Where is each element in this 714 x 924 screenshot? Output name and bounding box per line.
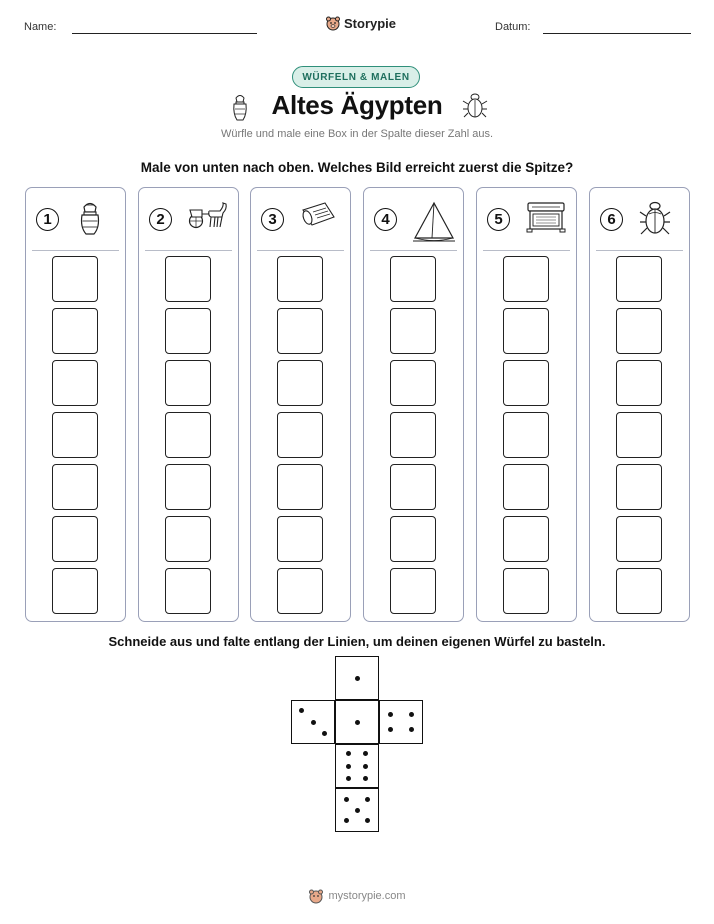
column-number: 6 <box>600 208 623 231</box>
color-box[interactable] <box>277 464 323 510</box>
color-box[interactable] <box>165 568 211 614</box>
die-face-6 <box>335 744 379 788</box>
date-line[interactable] <box>543 33 691 34</box>
color-box[interactable] <box>390 464 436 510</box>
die-face-1 <box>335 700 379 744</box>
column-number: 3 <box>261 208 284 231</box>
die-pip <box>363 764 368 769</box>
coloring-instruction: Male von unten nach oben. Welches Bild erreicht zuerst die Spitze? <box>140 160 574 175</box>
column-header <box>477 188 576 248</box>
color-box[interactable] <box>52 308 98 354</box>
column-divider <box>257 250 344 251</box>
color-box[interactable] <box>616 516 662 562</box>
color-box[interactable] <box>616 464 662 510</box>
color-box[interactable] <box>277 568 323 614</box>
cut-instruction: Schneide aus und falte entlang der Linien, um deinen eigenen Würfel zu basteln. <box>108 634 606 649</box>
column-header <box>26 188 125 248</box>
treasure-chest-icon <box>525 200 567 239</box>
footer <box>0 888 714 904</box>
color-box[interactable] <box>277 308 323 354</box>
color-box[interactable] <box>52 464 98 510</box>
die-pip <box>346 776 351 781</box>
column-3 <box>250 187 351 622</box>
column-divider <box>483 250 570 251</box>
column-6 <box>589 187 690 622</box>
die-pip <box>322 731 327 736</box>
scarab-title-icon <box>462 92 488 125</box>
column-header <box>139 188 238 248</box>
color-box[interactable] <box>390 412 436 458</box>
pyramid-icon <box>412 200 456 249</box>
column-divider <box>32 250 119 251</box>
color-box[interactable] <box>503 464 549 510</box>
die-pip <box>388 712 393 717</box>
chariot-icon <box>187 200 229 235</box>
die-pip <box>344 797 349 802</box>
color-box[interactable] <box>165 464 211 510</box>
die-pip <box>311 720 316 725</box>
color-box[interactable] <box>503 256 549 302</box>
die-pip <box>409 727 414 732</box>
storypie-footer-mascot-icon <box>308 888 324 904</box>
color-box[interactable] <box>165 308 211 354</box>
die-face-5 <box>335 788 379 832</box>
footer-url[interactable]: mystorypie.com <box>328 890 406 902</box>
color-box[interactable] <box>390 516 436 562</box>
color-box[interactable] <box>165 360 211 406</box>
die-pip <box>365 797 370 802</box>
color-box[interactable] <box>390 308 436 354</box>
color-box[interactable] <box>616 256 662 302</box>
die-pip <box>355 720 360 725</box>
die-pip <box>355 808 360 813</box>
die-pip <box>346 751 351 756</box>
column-divider <box>145 250 232 251</box>
name-label: Name: <box>24 21 57 33</box>
column-2 <box>138 187 239 622</box>
color-box[interactable] <box>277 360 323 406</box>
column-1 <box>25 187 126 622</box>
date-label: Datum: <box>495 21 531 33</box>
column-divider <box>596 250 683 251</box>
column-divider <box>370 250 457 251</box>
die-pip <box>363 751 368 756</box>
color-box[interactable] <box>503 360 549 406</box>
die-pip <box>388 727 393 732</box>
column-number: 4 <box>374 208 397 231</box>
color-box[interactable] <box>503 412 549 458</box>
storypie-mascot-icon <box>325 15 341 31</box>
color-box[interactable] <box>616 412 662 458</box>
color-box[interactable] <box>390 360 436 406</box>
color-box[interactable] <box>52 412 98 458</box>
color-box[interactable] <box>503 568 549 614</box>
page-title: Altes Ägypten <box>271 90 443 120</box>
column-header <box>364 188 463 248</box>
color-box[interactable] <box>616 360 662 406</box>
die-pip <box>409 712 414 717</box>
color-box[interactable] <box>616 308 662 354</box>
color-box[interactable] <box>165 256 211 302</box>
die-face-4 <box>379 700 423 744</box>
brand-logo <box>325 15 396 31</box>
color-box[interactable] <box>390 256 436 302</box>
color-box[interactable] <box>52 256 98 302</box>
color-box[interactable] <box>52 516 98 562</box>
column-number: 2 <box>149 208 172 231</box>
column-header <box>590 188 689 248</box>
scarab-icon <box>638 200 672 243</box>
color-box[interactable] <box>503 308 549 354</box>
activity-badge: WÜRFELN & MALEN <box>292 66 420 88</box>
color-box[interactable] <box>52 568 98 614</box>
column-number: 1 <box>36 208 59 231</box>
papyrus-scroll-icon <box>299 200 337 233</box>
column-number: 5 <box>487 208 510 231</box>
die-face-1 <box>335 656 379 700</box>
column-5 <box>476 187 577 622</box>
brand-name: Storypie <box>344 15 397 31</box>
color-box[interactable] <box>390 568 436 614</box>
canopic-jar-icon <box>74 200 106 241</box>
color-box[interactable] <box>165 516 211 562</box>
color-box[interactable] <box>277 412 323 458</box>
color-box[interactable] <box>165 412 211 458</box>
page-subtitle: Würfle und male eine Box in der Spalte dieser Zahl aus. <box>220 128 494 140</box>
die-pip <box>346 764 351 769</box>
column-4 <box>363 187 464 622</box>
color-box[interactable] <box>52 360 98 406</box>
name-line[interactable] <box>72 33 257 34</box>
color-box[interactable] <box>503 516 549 562</box>
die-pip <box>299 708 304 713</box>
color-box[interactable] <box>616 568 662 614</box>
die-pip <box>365 818 370 823</box>
column-header <box>251 188 350 248</box>
color-box[interactable] <box>277 256 323 302</box>
die-face-3 <box>291 700 335 744</box>
die-pip <box>344 818 349 823</box>
die-pip <box>363 776 368 781</box>
die-pip <box>355 676 360 681</box>
color-box[interactable] <box>277 516 323 562</box>
